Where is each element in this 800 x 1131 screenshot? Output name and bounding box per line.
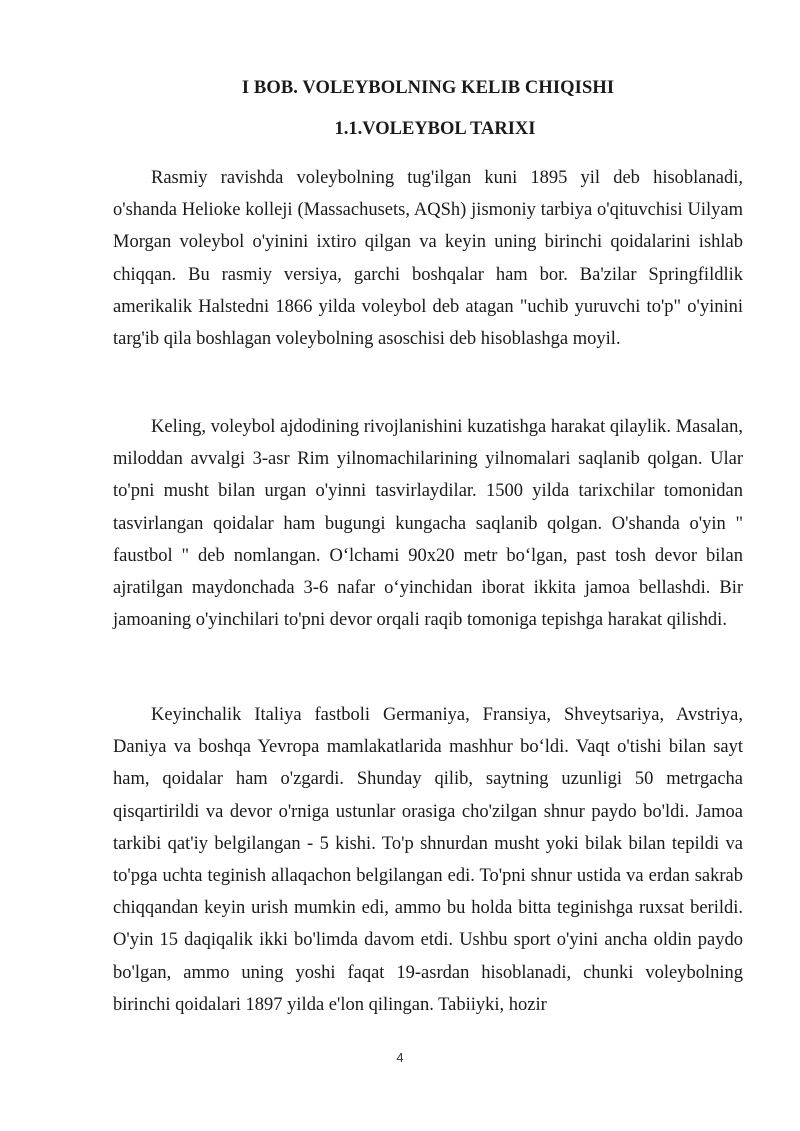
section-title: 1.1.VOLEYBOL TARIXI	[334, 119, 536, 139]
paragraph-1: Rasmiy ravishda voleybolning tug'ilgan kuni 1895 yil deb hisoblanadi, o'shanda Helioke kolleji (Massachusets, AQSh) jismoniy tarbiya o'qituvchisi Uilyam Morgan voleybol o'yinini ixtiro qilgan va keyin uning birinchi qoidalarini ishlab chiqqan. Bu rasmiy versiya, garchi boshqalar ham bor. Ba'zilar Springfildlik amerikalik Halstedni 1866 yilda voleybol deb atagan "uchib yuruvchi to'p" o'yinini targ'ib qila boshlagan voleybolning asoschisi deb hisoblashga moyil.	[113, 168, 743, 350]
paragraph-3: Keyinchalik Italiya fastboli Germaniya, Fransiya, Shveytsariya, Avstriya, Daniya va boshqa Yevropa mamlakatlarida mashhur bo‘ldi. Vaqt o'tishi bilan sayt ham, qoidalar ham o'zgardi. Shunday qilib, saytning uzunligi 50 metrgacha qisqartirildi va devor o'rniga ustunlar orasiga cho'zilgan shnur paydo bo'ldi. Jamoa tarkibi qat'iy belgilangan - 5 kishi. To'p shnurdan musht yoki bilak bilan tepildi va to'pga uchta teginish allaqachon belgilangan edi. To'pni shnur ustida va erdan sakrab chiqqandan keyin urish mumkin edi, ammo bu holda bitta teginishga ruxsat berildi. O'yin 15 daqiqalik ikki bo'limda davom etdi. Ushbu sport o'yini ancha oldin paydo bo'lgan, ammo uning yoshi faqat 19-asrdan hisoblanadi, chunki voleybolning birinchi qoidalari 1897 yilda e'lon qilingan. Tabiiyki, hozir	[113, 705, 743, 1015]
page-number: 4	[396, 1050, 404, 1065]
chapter-title: I BOB. VOLEYBOLNING KELIB CHIQISHI	[241, 78, 615, 98]
paragraph-2: Keling, voleybol ajdodining rivojlanishini kuzatishga harakat qilaylik. Masalan, miloddan avvalgi 3-asr Rim yilnomachilarining yilnomalari saqlanib qolgan. Ular to'pni musht bilan urgan o'yinni tasvirlaydilar. 1500 yilda tarixchilar tomonidan tasvirlangan qoidalar ham bugungi kungacha saqlanib qolgan. O'shanda o'yin " faustbol " deb nomlangan. O‘lchami 90x20 metr bo‘lgan, past tosh devor bilan ajratilgan maydonchada 3-6 nafar o‘yinchidan iborat ikkita jamoa bellashdi. Bir jamoaning o'yinchilari to'pni devor orqali raqib tomoniga tepishga harakat qilishdi.	[113, 417, 743, 631]
